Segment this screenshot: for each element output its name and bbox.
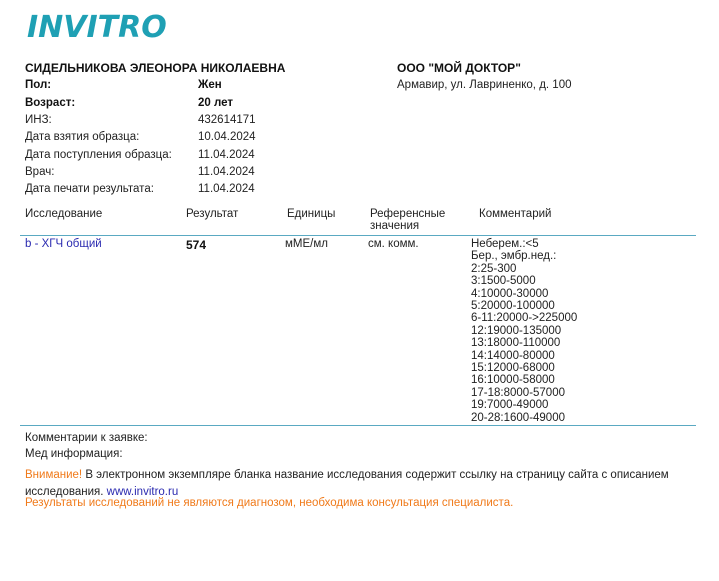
comment-line: 12:19000-135000 bbox=[471, 324, 562, 337]
warning-text: В электронном экземпляре бланка название исследования содержит ссылку на страницу сайта с описанием исследования. bbox=[25, 469, 669, 498]
comment-list bbox=[471, 238, 577, 424]
comment-line: 3:1500-5000 bbox=[471, 275, 536, 288]
info-value: 11.04.2024 bbox=[198, 149, 255, 161]
info-value: Жен bbox=[198, 79, 222, 91]
med-info-label: Мед информация: bbox=[25, 448, 123, 460]
comment-line: 19:7000-49000 bbox=[471, 399, 549, 412]
reference-values: см. комм. bbox=[368, 238, 419, 250]
comment-line: Бер., эмбр.нед.: bbox=[471, 250, 557, 263]
patient-name: СИДЕЛЬНИКОВА ЭЛЕОНОРА НИКОЛАЕВНА bbox=[25, 61, 286, 75]
header-reference-line2: значения bbox=[370, 220, 420, 232]
invitro-logo: INVITRO bbox=[27, 10, 167, 45]
header-units: Единицы bbox=[287, 208, 336, 220]
result-value: 574 bbox=[186, 238, 207, 252]
table-bottom-rule bbox=[20, 425, 696, 426]
info-value: 20 лет bbox=[198, 97, 234, 109]
table-top-rule bbox=[20, 235, 696, 236]
info-label: Дата печати результата: bbox=[25, 183, 154, 195]
info-label: Дата поступления образца: bbox=[25, 149, 172, 161]
info-label: Дата взятия образца: bbox=[25, 131, 140, 143]
info-label: Пол: bbox=[25, 79, 52, 91]
header-test: Исследование bbox=[25, 208, 103, 220]
comment-line: 4:10000-30000 bbox=[471, 287, 549, 300]
warning-label: Внимание! bbox=[25, 469, 83, 481]
info-value: 11.04.2024 bbox=[198, 166, 255, 178]
comment-line: 2:25-300 bbox=[471, 262, 517, 275]
clinic-address: Армавир, ул. Лавриненко, д. 100 bbox=[397, 79, 572, 91]
comment-line: 14:14000-80000 bbox=[471, 349, 555, 362]
test-name-link[interactable]: b - ХГЧ общий bbox=[25, 238, 102, 250]
warning-note bbox=[25, 467, 705, 501]
info-value: 10.04.2024 bbox=[198, 131, 256, 143]
header-comment: Комментарий bbox=[479, 208, 552, 220]
info-value: 11.04.2024 bbox=[198, 183, 255, 195]
info-label: Возраст: bbox=[25, 97, 76, 109]
info-value: 432614171 bbox=[198, 114, 256, 126]
comment-line: Неберем.:<5 bbox=[471, 238, 539, 250]
comment-line: 5:20000-100000 bbox=[471, 300, 555, 313]
header-reference bbox=[370, 208, 445, 232]
header-reference-line1: Референсные bbox=[370, 208, 446, 220]
info-label: Врач: bbox=[25, 166, 55, 178]
comment-line: 13:18000-110000 bbox=[471, 337, 561, 350]
clinic-name: ООО "МОЙ ДОКТОР" bbox=[397, 61, 521, 75]
comment-line: 16:10000-58000 bbox=[471, 374, 555, 387]
header-result: Результат bbox=[186, 208, 239, 220]
comment-line: 6-11:20000->225000 bbox=[471, 312, 578, 325]
comment-line: 20-28:1600-49000 bbox=[471, 411, 565, 424]
comment-line: 17-18:8000-57000 bbox=[471, 386, 565, 399]
order-comments-label: Комментарии к заявке: bbox=[25, 432, 148, 444]
info-label: ИНЗ: bbox=[25, 114, 52, 126]
invitro-site-link[interactable]: www.invitro.ru bbox=[106, 486, 179, 498]
disclaimer: Результаты исследований не являются диагнозом, необходима консультация специалиста. bbox=[25, 497, 514, 509]
comment-line: 15:12000-68000 bbox=[471, 362, 555, 375]
result-units: мМЕ/мл bbox=[285, 238, 328, 250]
